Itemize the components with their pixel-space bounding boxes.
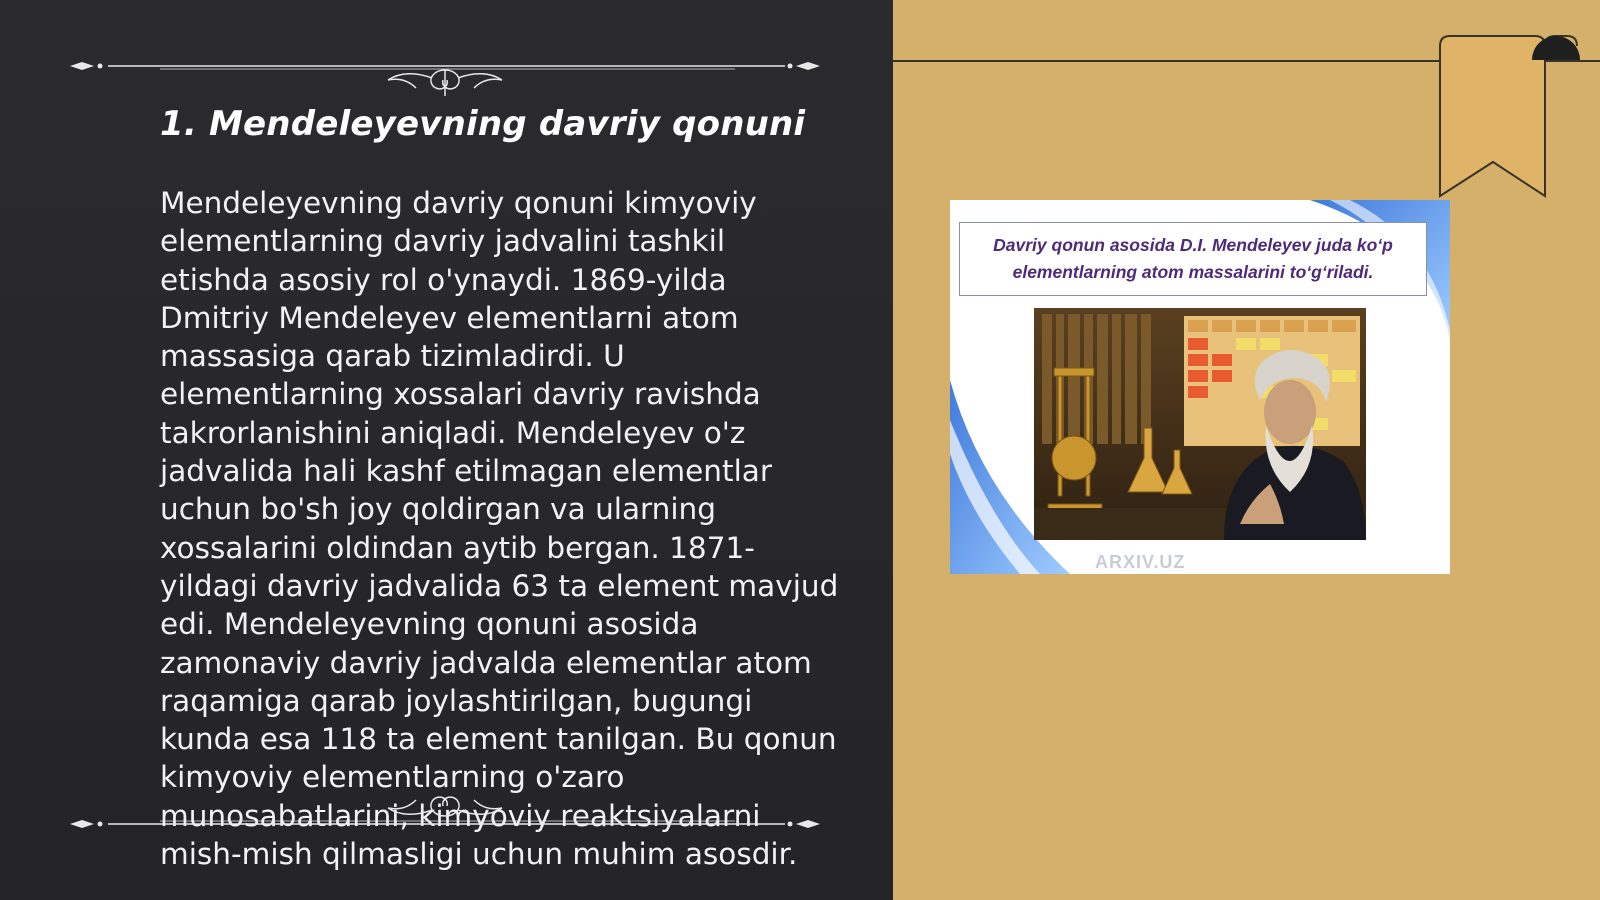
mendeleyev-portrait-icon — [1034, 308, 1366, 540]
slide-body-text: Mendeleyevning davriy qonuni kimyoviy elementlarning davriy jadvalini tashkil etishda asosiy rol o'ynaydi. 1869-yilda Dmitriy Mendeleyev elementlarni atom massasiga qarab tizimladirdi. U elementlarning xossalari davriy ravishda takrorlanishini aniqladi. Mendeleyev o'z jadvalida hali kashf etilmagan elementlar uchun bo'sh joy qoldirgan va ularning xossalarini oldindan aytib bergan. 1871-yildagi davriy jadvalida 63 ta element mavjud edi. Mendeleyevning qonuni asosida zamonaviy davriy jadvalda elementlar atom raqamiga qarab joylashtirilgan, bugungi kunda esa 118 ta element tanilgan. Bu qonun kimyoviy elementlarning o'zaro munosabatlarini, kimyoviy reaktsiyalarni mish-mish qilmasligi uchun muhim asosdir. — [160, 186, 839, 872]
mendeleyev-slide-image — [950, 200, 1450, 574]
image-caption-box — [959, 222, 1427, 296]
slide-title: 1. Mendeleyevning davriy qonuni — [160, 104, 806, 144]
bookmark-ribbon-icon — [1430, 30, 1600, 200]
ornamental-divider-top-icon — [60, 48, 830, 98]
ornamental-divider-bottom-icon — [60, 790, 830, 840]
image-watermark: ARXIV.UZ — [1095, 552, 1186, 572]
image-caption: Davriy qonun asosida D.I. Mendeleyev juda ko‘p elementlarning atom massalarini to‘g‘riladi. — [993, 235, 1393, 282]
